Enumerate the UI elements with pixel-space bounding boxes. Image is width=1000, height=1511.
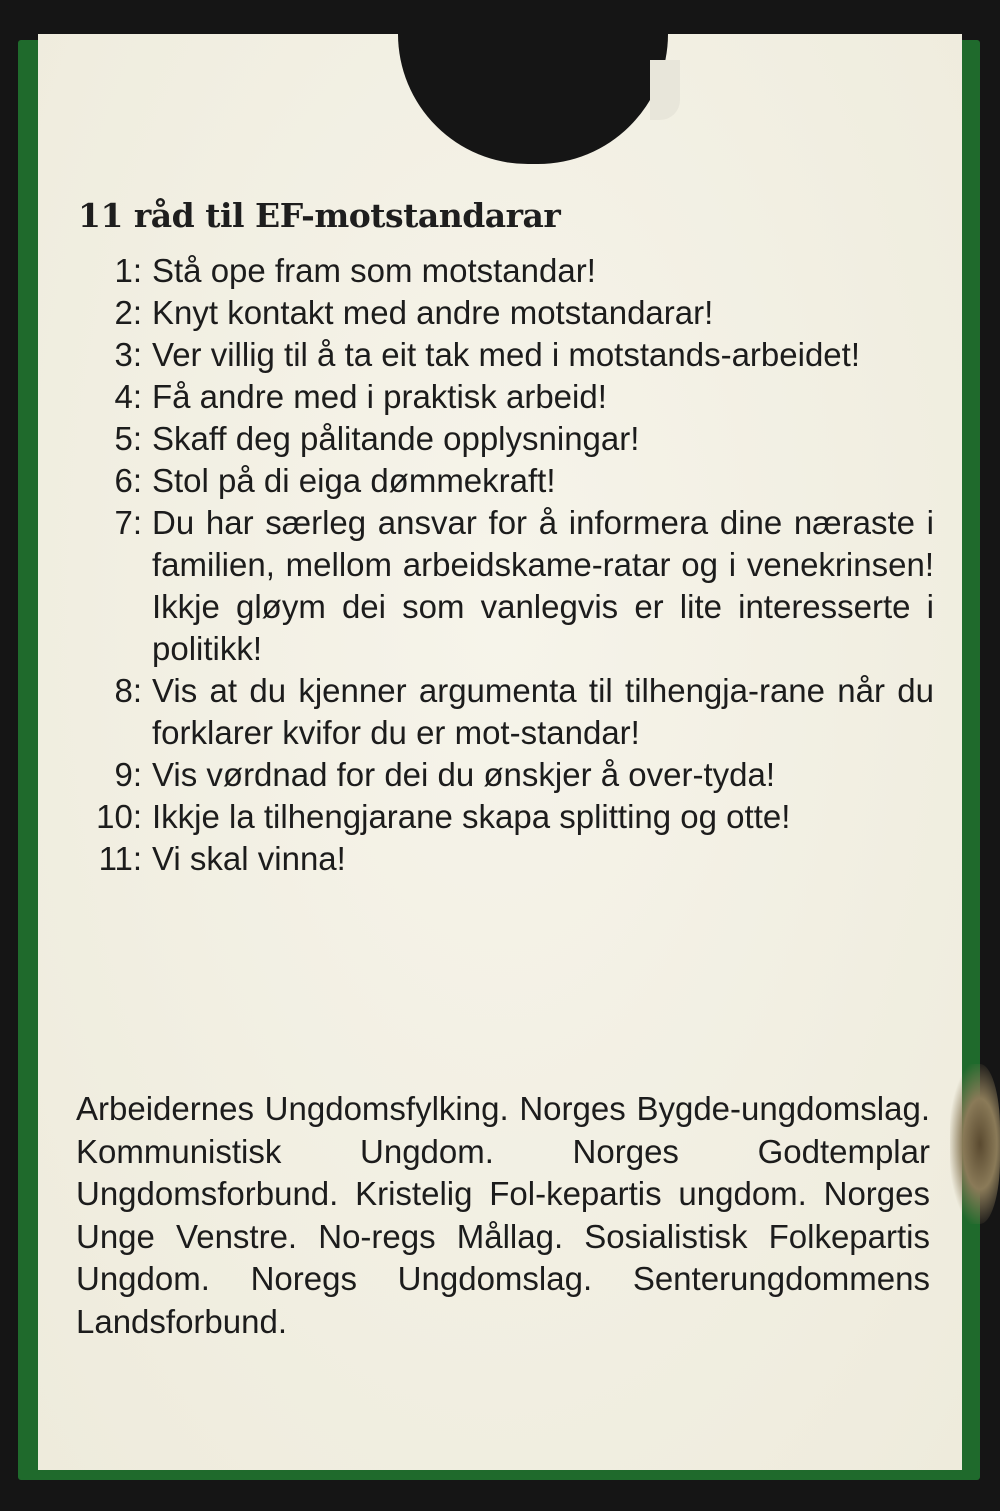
advice-number: 4: xyxy=(114,378,142,415)
advice-item xyxy=(74,334,934,376)
advice-text: Stå ope fram som motstandar! xyxy=(152,252,596,289)
advice-text: Ver villig til å ta eit tak med i motstands-arbeidet! xyxy=(152,336,860,373)
thumb-notch xyxy=(398,34,668,164)
advice-text: Stol på di eiga dømmekraft! xyxy=(152,462,556,499)
advice-number: 6: xyxy=(114,462,142,499)
advice-text: Få andre med i praktisk arbeid! xyxy=(152,378,607,415)
advice-text: Vis at du kjenner argumenta til tilhengja-rane når du forklarer kvifor du er mot-standar! xyxy=(152,672,934,751)
advice-title: 11 råd til EF-motstandarar xyxy=(78,196,561,235)
advice-item xyxy=(74,460,934,502)
advice-item xyxy=(74,292,934,334)
advice-number: 3: xyxy=(114,336,142,373)
advice-number: 7: xyxy=(114,504,142,541)
advice-number: 8: xyxy=(114,672,142,709)
advice-item xyxy=(74,754,934,796)
advice-number: 9: xyxy=(114,756,142,793)
advice-item xyxy=(74,796,934,838)
advice-list xyxy=(74,250,934,880)
advice-text: Vis vørdnad for dei du ønskjer å over-tyda! xyxy=(152,756,776,793)
advice-text: Du har særleg ansvar for å informera dine næraste i familien, mellom arbeidskame-ratar og i venekrinsen! Ikkje gløym dei som vanlegvis er lite interesserte i politikk! xyxy=(152,504,934,667)
advice-item xyxy=(74,376,934,418)
advice-item xyxy=(74,418,934,460)
advice-text: Skaff deg pålitande opplysningar! xyxy=(152,420,640,457)
advice-number: 5: xyxy=(114,420,142,457)
advice-item xyxy=(74,502,934,670)
advice-number: 10: xyxy=(96,798,142,835)
notch-lip xyxy=(650,60,680,120)
advice-number: 11: xyxy=(98,840,142,877)
advice-item xyxy=(74,670,934,754)
advice-item xyxy=(74,838,934,880)
worn-stain xyxy=(950,1064,1000,1224)
advice-number: 2: xyxy=(114,294,142,331)
advice-item xyxy=(74,250,934,292)
advice-text: Vi skal vinna! xyxy=(152,840,346,877)
advice-text: Knyt kontakt med andre motstandarar! xyxy=(152,294,714,331)
organizations-text: Arbeidernes Ungdomsfylking. Norges Bygde-ungdomslag. Kommunistisk Ungdom. Norges Godtemplar Ungdomsforbund. Kristelig Fol-kepartis ungdom. Norges Unge Venstre. No-regs Mållag. Sosialistisk Folkepartis Ungdom. Noregs Ungdomslag. Senterungdommens Landsforbund. xyxy=(76,1090,930,1340)
advice-number: 1: xyxy=(114,252,142,289)
advice-text: Ikkje la tilhengjarane skapa splitting og otte! xyxy=(152,798,791,835)
